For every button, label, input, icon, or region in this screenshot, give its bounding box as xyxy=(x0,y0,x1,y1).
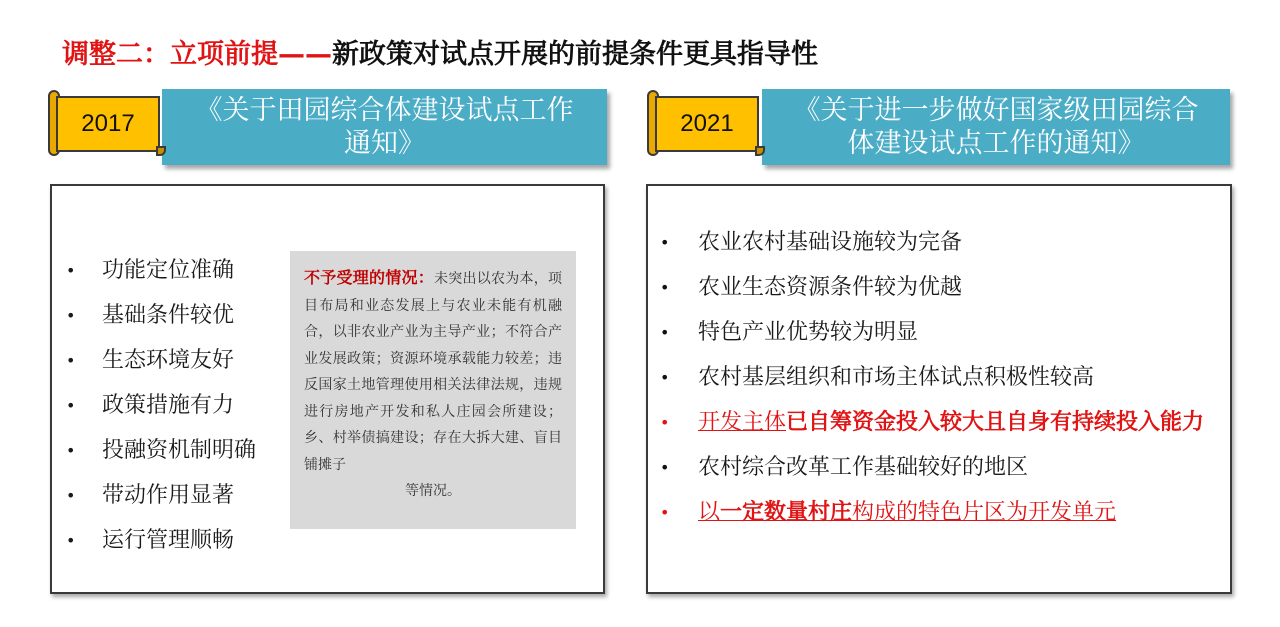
list-item: • 投融资机制明确 xyxy=(52,428,256,473)
highlight-underlined: 构成的特色片区为开发单元 xyxy=(852,500,1117,525)
left-banner-line2: 通知》 xyxy=(344,128,425,159)
right-panel xyxy=(646,184,1232,594)
left-banner xyxy=(162,89,607,165)
rejection-note-box xyxy=(290,251,576,529)
list-item: • 农业农村基础设施较为完备 xyxy=(648,220,1220,265)
note-body: 未突出以农为本，项目布局和业态发展上与农业未能有机融合，以非农业产业为主导产业；不符合产业发展政策；资源环境承载能力较差；违反国家土地管理使用相关法律法规，违规进行房地产开发和私人庄园会所建设；乡、村举债搞建设；存在大拆大建、盲目铺摊子 xyxy=(304,271,562,473)
slide-title xyxy=(62,32,818,71)
list-item-highlight xyxy=(648,490,1220,535)
left-banner-line1: 《关于田园综合体建设试点工作 xyxy=(195,95,574,126)
highlight-bold-underlined: 一定数量村庄 xyxy=(720,500,853,525)
list-item: • 运行管理顺畅 xyxy=(52,518,256,563)
left-year: 2017 xyxy=(56,96,160,152)
list-item: • 功能定位准确 xyxy=(52,248,256,293)
scroll-tail-icon xyxy=(156,146,166,156)
title-red-part: 调整二：立项前提—— xyxy=(62,39,332,70)
note-end: 等情况。 xyxy=(405,483,461,499)
scroll-tail-icon xyxy=(755,146,765,156)
note-heading: 不予受理的情况： xyxy=(304,268,434,287)
list-item: • 特色产业优势较为明显 xyxy=(648,310,1220,355)
list-item: • 政策措施有力 xyxy=(52,383,256,428)
list-item: • 基础条件较优 xyxy=(52,293,256,338)
list-item: • 农业生态资源条件较为优越 xyxy=(648,265,1220,310)
highlight-underlined: 开发主体 xyxy=(698,410,787,435)
list-item: • 农村基层组织和市场主体试点积极性较高 xyxy=(648,355,1220,400)
title-black-part: 新政策对试点开展的前提条件更具指导性 xyxy=(332,39,818,70)
left-year-scroll xyxy=(48,86,166,162)
right-year-scroll xyxy=(647,86,765,162)
list-item: • 生态环境友好 xyxy=(52,338,256,383)
left-criteria-list xyxy=(52,248,256,563)
highlight-bold: 已自筹资金投入较大且自身有持续投入能力 xyxy=(786,410,1205,435)
right-year: 2021 xyxy=(655,96,759,152)
list-item-highlight xyxy=(648,400,1220,445)
list-item: • 农村综合改革工作基础较好的地区 xyxy=(648,445,1220,490)
highlight-underlined: 以 xyxy=(698,500,721,525)
right-criteria-list xyxy=(648,220,1220,535)
right-banner-line1: 《关于进一步做好国家级田园综合 xyxy=(793,95,1199,126)
list-item: • 带动作用显著 xyxy=(52,473,256,518)
right-banner-line2: 体建设试点工作的通知》 xyxy=(847,128,1145,159)
right-banner xyxy=(762,89,1230,165)
